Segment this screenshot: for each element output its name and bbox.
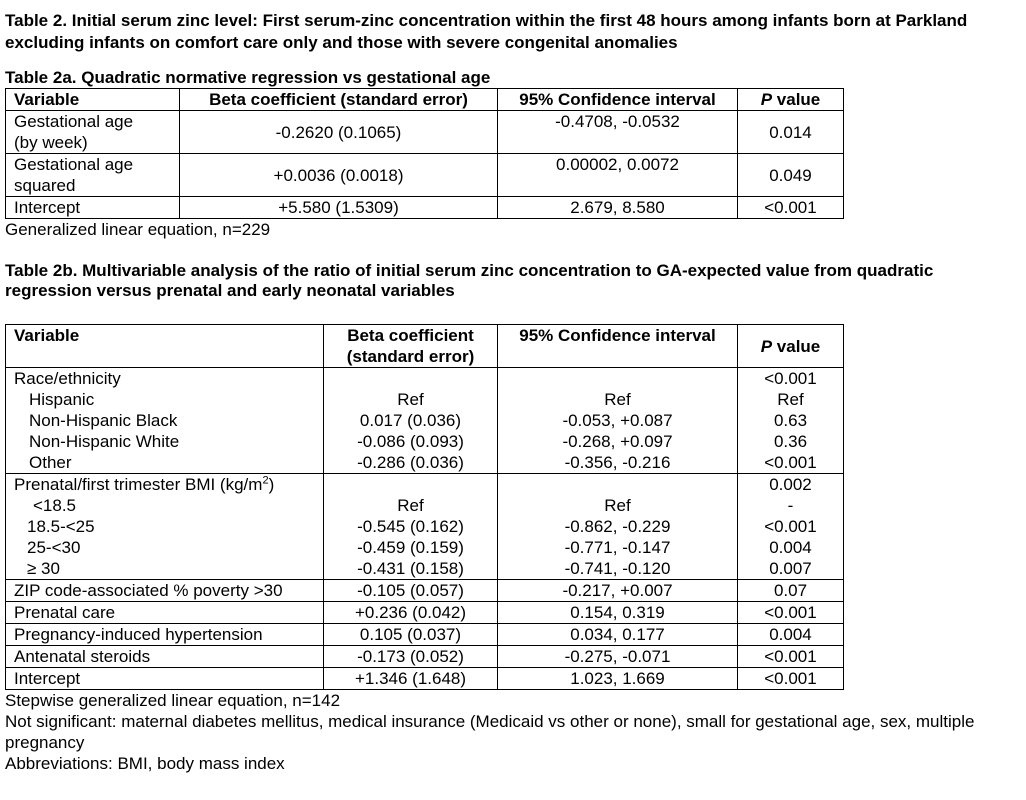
p-cell: <0.001 [738,452,844,474]
table-row [6,624,844,646]
table-row [6,558,844,580]
table-2a [5,88,844,219]
table-row [6,668,844,690]
table-row [6,197,844,219]
p-cell: 0.002 [738,474,844,496]
ci-cell [498,368,738,390]
ci-cell: 0.154, 0.319 [498,602,738,624]
document-page [5,10,1023,774]
variable-cell: Antenatal steroids [6,646,324,668]
beta-cell: +5.580 (1.5309) [180,197,498,219]
beta-cell: -0.286 (0.036) [324,452,498,474]
p-cell: 0.007 [738,558,844,580]
table-row-group-header [6,474,844,496]
variable-cell: Prenatal care [6,602,324,624]
beta-cell: -0.173 (0.052) [324,646,498,668]
p-cell: <0.001 [738,668,844,690]
table-row [6,602,844,624]
header-ci: 95% Confidence interval [498,89,738,111]
table-row [6,495,844,516]
header-beta: Beta coefficient (standard error) [324,325,498,368]
variable-cell: Intercept [6,668,324,690]
ci-cell [498,474,738,496]
document-title: Table 2. Initial serum zinc level: First serum-zinc concentration within the first 48 hours among infants born at Parkland excluding infants on comfort care only and those with severe congenital anomalies [5,11,968,52]
ci-cell: -0.356, -0.216 [498,452,738,474]
variable-cell: 25-<30 [6,537,324,558]
table-2b-footnote: Stepwise generalized linear equation, n=142 [5,691,341,710]
ci-cell: 0.00002, 0.0072 [498,154,738,197]
beta-cell: +1.346 (1.648) [324,668,498,690]
ci-cell: Ref [498,389,738,410]
variable-cell: Prenatal/first trimester BMI $(kg/m^2)$ [6,474,324,496]
header-p-value: P value [738,89,844,111]
table-row [6,452,844,474]
ci-cell: -0.4708, -0.0532 [498,111,738,154]
ci-cell: -0.275, -0.071 [498,646,738,668]
table-2b-footnote: Abbreviations: BMI, body mass index [5,754,285,773]
header-variable: Variable [6,89,180,111]
table-row [6,154,844,197]
p-cell: Ref [738,389,844,410]
table-header-row [6,325,844,368]
p-cell: 0.63 [738,410,844,431]
variable-cell: Intercept [6,197,180,219]
ci-cell: 1.023, 1.669 [498,668,738,690]
beta-cell: +0.236 (0.042) [324,602,498,624]
beta-cell: +0.0036 (0.0018) [180,154,498,197]
variable-cell: Non-Hispanic White [6,431,324,452]
variable-cell: Other [6,452,324,474]
header-beta: Beta coefficient (standard error) [180,89,498,111]
table-header-row [6,89,844,111]
variable-cell: ZIP code-associated % poverty >30 [6,580,324,602]
variable-cell: Hispanic [6,389,324,410]
table-2b [5,324,844,690]
p-cell: 0.049 [738,154,844,197]
ci-cell: 0.034, 0.177 [498,624,738,646]
table-2b-caption: Table 2b. Multivariable analysis of the ratio of initial serum zinc concentration to GA-expected value from quadratic regression versus prenatal and early neonatal variables [5,261,934,300]
table-2b-footnote: Not significant: maternal diabetes mellitus, medical insurance (Medicaid vs other or none), small for gestational age, sex, multiple pregnancy [5,712,975,752]
p-cell: 0.36 [738,431,844,452]
ci-cell: Ref [498,495,738,516]
p-cell: <0.001 [738,368,844,390]
p-cell: 0.004 [738,537,844,558]
variable-cell: Non-Hispanic Black [6,410,324,431]
p-cell: <0.001 [738,646,844,668]
ci-cell: -0.053, +0.087 [498,410,738,431]
p-cell: <0.001 [738,516,844,537]
table-row [6,516,844,537]
header-ci: 95% Confidence interval [498,325,738,368]
p-cell: - [738,495,844,516]
beta-cell: -0.105 (0.057) [324,580,498,602]
variable-cell: 18.5-<25 [6,516,324,537]
table-row [6,111,844,154]
variable-cell: <18.5 [6,495,324,516]
table-2a-footnote: Generalized linear equation, n=229 [5,220,271,239]
ci-cell: -0.862, -0.229 [498,516,738,537]
table-row [6,537,844,558]
beta-cell: 0.017 (0.036) [324,410,498,431]
beta-cell: -0.431 (0.158) [324,558,498,580]
variable-cell: Race/ethnicity [6,368,324,390]
variable-cell: Gestational age squared [6,154,180,197]
beta-cell: Ref [324,389,498,410]
beta-cell [324,474,498,496]
beta-cell: -0.086 (0.093) [324,431,498,452]
p-cell: 0.004 [738,624,844,646]
p-cell: <0.001 [738,602,844,624]
p-cell: <0.001 [738,197,844,219]
ci-cell: -0.268, +0.097 [498,431,738,452]
header-variable: Variable [6,325,324,368]
table-row [6,431,844,452]
beta-cell: 0.105 (0.037) [324,624,498,646]
beta-cell: Ref [324,495,498,516]
table-row-group-header [6,368,844,390]
beta-cell: -0.459 (0.159) [324,537,498,558]
ci-cell: -0.741, -0.120 [498,558,738,580]
beta-cell: -0.2620 (0.1065) [180,111,498,154]
ci-cell: -0.217, +0.007 [498,580,738,602]
ci-cell: -0.771, -0.147 [498,537,738,558]
table-row [6,410,844,431]
table-row [6,646,844,668]
variable-cell: Gestational age (by week) [6,111,180,154]
variable-cell: Pregnancy-induced hypertension [6,624,324,646]
ci-cell: 2.679, 8.580 [498,197,738,219]
beta-cell: -0.545 (0.162) [324,516,498,537]
p-cell: 0.014 [738,111,844,154]
header-p-value: P value [738,325,844,368]
p-cell: 0.07 [738,580,844,602]
table-2a-caption: Table 2a. Quadratic normative regression vs gestational age [5,68,491,87]
variable-cell: ≥ 30 [6,558,324,580]
table-row [6,389,844,410]
table-row [6,580,844,602]
beta-cell [324,368,498,390]
